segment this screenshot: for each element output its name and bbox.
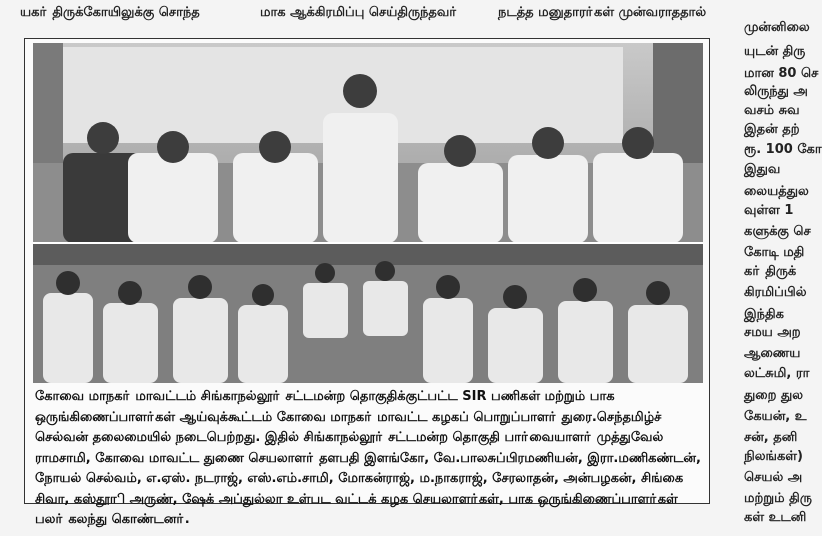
right-column-line: யுடன் திரு bbox=[744, 44, 806, 59]
meeting-photo bbox=[33, 43, 703, 383]
right-column-line: முன்னிலை bbox=[744, 20, 810, 35]
right-column-line: சமய அற bbox=[744, 325, 801, 340]
photo-caption: கோவை மாநகா் மாவட்டம் சிங்காநல்லூா் சட்டமன்ற தொகுதிக்குட்பட்ட SIR பணிகள் மற்றும் பாக ஒருங்கிணைப்பாளா்கள் ஆய்வுக்கூட்டம் கோவை மாநகா் மாவட்ட கழகப் பொறுப்பாளா் துரை.செந்தமிழ்ச் செல்வன் தலைமையில் நடைபெற்றது. இதில் சிங்காநல்லூா் சட்டமன்ற தொகுதி பாா்வையாளா் முத்துவேல் ராமசாமி, கோவை மாவட்ட துணை செயலாளா் தளபதி இளங்கோ, வே.பாலசுப்பிரமணியன், இரா.மணிகண்டன், நோயல் செல்வம், எ.ஏஸ். நடராஜ், எஸ்.எம்.சாமி, மோகன்ராஜ், ம.நாகராஜ், சேரலாதன், அன்பழகன், சிங்கை சிவா, கஸ்தூாி அருண், ஷேக் அப்துல்லா உள்பட வட்டக் கழக செயலாளா்கள், பாக ஒருங்கிணைப்பாளா்கள் பலா் கலந்து கொண்டனா். bbox=[35, 389, 701, 527]
right-column-line: சன், தனி bbox=[744, 430, 798, 445]
right-column-line: துறை துல bbox=[744, 388, 804, 403]
right-column-line: வுள்ள 1 bbox=[744, 203, 794, 218]
right-column-line: லட்சுமி, ரா bbox=[744, 366, 810, 381]
right-column-line: கேயன், உ bbox=[744, 409, 807, 424]
right-column-line: களுக்கு செ bbox=[744, 224, 811, 239]
right-column-line: கிரமிப்பில் bbox=[744, 285, 807, 300]
right-column-line: ரூ. 100 கோ bbox=[744, 142, 822, 157]
news-item-box bbox=[24, 38, 710, 527]
right-column-line: லையத்துல bbox=[744, 184, 809, 199]
right-column-line: கா் திருக் bbox=[744, 264, 797, 279]
right-column-line: வசம் சுவ bbox=[744, 103, 800, 118]
right-column-fragments bbox=[744, 0, 822, 536]
right-column-line: செயல் அ bbox=[744, 470, 803, 485]
right-column-line: நிலங்கள்) bbox=[744, 449, 803, 464]
right-column-line: மான 80 செ bbox=[744, 66, 819, 81]
right-column-line: இதன் தற் bbox=[744, 122, 800, 137]
right-column-line: லிருந்து அ bbox=[744, 84, 808, 99]
right-column-line: இதுவ bbox=[744, 162, 781, 177]
right-column-line: ஆணைய bbox=[744, 346, 801, 361]
right-column-line: கள் உடனி bbox=[744, 510, 807, 525]
right-column-line: இந்திக bbox=[744, 307, 784, 322]
right-column-line: மற்றும் திரு bbox=[744, 491, 812, 506]
right-column-line: கோடி மதி bbox=[744, 245, 805, 260]
top-fragment-col1: யகா் திருக்கோயிலுக்கு சொந்த bbox=[20, 5, 200, 20]
top-fragment-col2: மாக ஆக்கிரமிப்பு செய்திருந்தவா் bbox=[260, 5, 458, 20]
top-fragment-col3: நடத்த மனுதாரா்கள் முன்வராததால் bbox=[498, 5, 707, 20]
